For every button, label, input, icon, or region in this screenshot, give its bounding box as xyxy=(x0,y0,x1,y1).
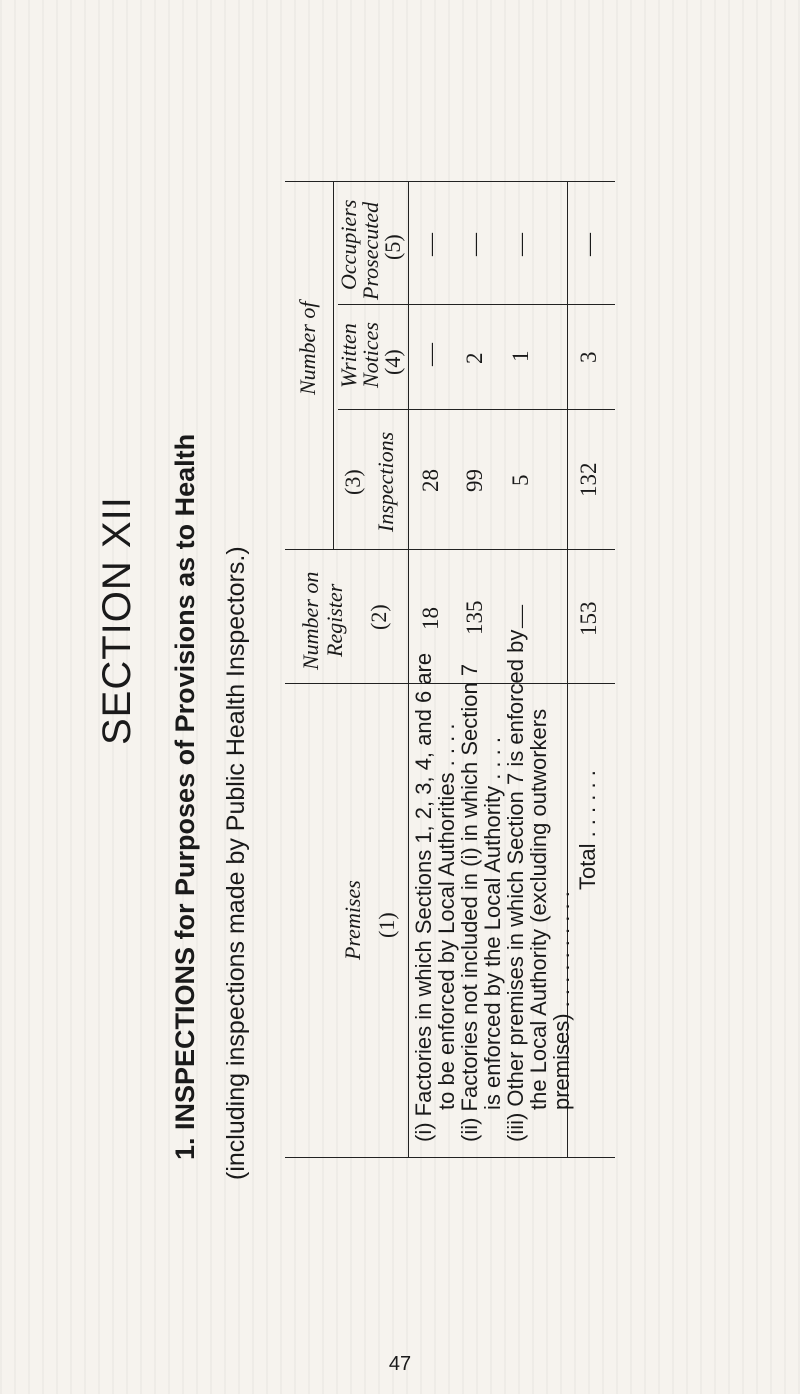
header-inspections-num: (3) xyxy=(340,469,365,495)
header-inspections: Inspections xyxy=(373,431,398,532)
header-prosecuted-line1: Occupiers xyxy=(336,199,361,290)
header-register-line2: Register xyxy=(322,583,347,657)
table-right-border xyxy=(285,181,615,182)
total-inspections: 132 xyxy=(576,462,601,497)
table-left-border xyxy=(285,1157,615,1158)
prosecuted-cell: — xyxy=(508,233,533,256)
column-divider xyxy=(285,683,615,684)
register-cell: 135 xyxy=(462,600,487,635)
table-heading: 1. INSPECTIONS for Purposes of Provisions as to Health xyxy=(170,433,200,1160)
notices-cell: 1 xyxy=(508,350,533,362)
header-notices-num: (4) xyxy=(380,349,405,375)
inspections-cell: 28 xyxy=(418,469,443,492)
premises-cell: (ii) Factories not included in (i) in which Section 7 xyxy=(457,663,482,1142)
page-number: 47 xyxy=(388,1353,412,1375)
prosecuted-cell: — xyxy=(418,233,443,256)
group-header-rule xyxy=(333,182,334,550)
register-cell: 18 xyxy=(418,607,443,630)
register-cell: — xyxy=(508,605,533,628)
header-rule xyxy=(408,182,409,1158)
header-premises: Premises xyxy=(340,880,365,960)
premises-cell-cont: is enforced by the Local Authority . . . . xyxy=(480,737,505,1110)
premises-cell-cont: to be enforced by Local Authorities . . . . xyxy=(434,723,459,1110)
header-notices-line1: Written xyxy=(336,323,361,388)
group-header-number-of: Number of xyxy=(295,301,320,395)
total-prosecuted: — xyxy=(576,233,601,256)
header-notices-line2: Notices xyxy=(358,322,383,388)
prosecuted-cell: — xyxy=(462,233,487,256)
column-divider xyxy=(285,549,615,550)
header-register-line1: Number on xyxy=(298,571,323,670)
premises-cell: (i) Factories in which Sections 1, 2, 3, 4, and 6 are xyxy=(411,652,436,1142)
section-title: SECTION XII xyxy=(95,496,139,745)
header-prosecuted-num: (5) xyxy=(380,234,405,260)
column-divider xyxy=(338,304,615,305)
inspections-cell: 99 xyxy=(462,469,487,492)
total-notices: 3 xyxy=(576,351,601,363)
inspections-cell: 5 xyxy=(508,474,533,486)
premises-cell-cont: the Local Authority (excluding outworkers xyxy=(526,708,551,1110)
notices-cell: — xyxy=(418,343,443,366)
header-register-num: (2) xyxy=(366,604,391,630)
notices-cell: 2 xyxy=(462,352,487,364)
total-label: Total . . . . . . xyxy=(575,770,600,890)
total-register: 153 xyxy=(576,601,601,636)
table-subheading: (including inspections made by Public Health Inspectors.) xyxy=(222,546,250,1180)
premises-cell-cont: premises) . . . . . . . . . . xyxy=(549,891,574,1110)
header-prosecuted-line2: Prosecuted xyxy=(358,201,383,300)
premises-cell: (iii) Other premises in which Section 7 is enforced by xyxy=(503,629,528,1142)
header-premises-num: (1) xyxy=(374,912,399,938)
column-divider xyxy=(338,409,615,410)
